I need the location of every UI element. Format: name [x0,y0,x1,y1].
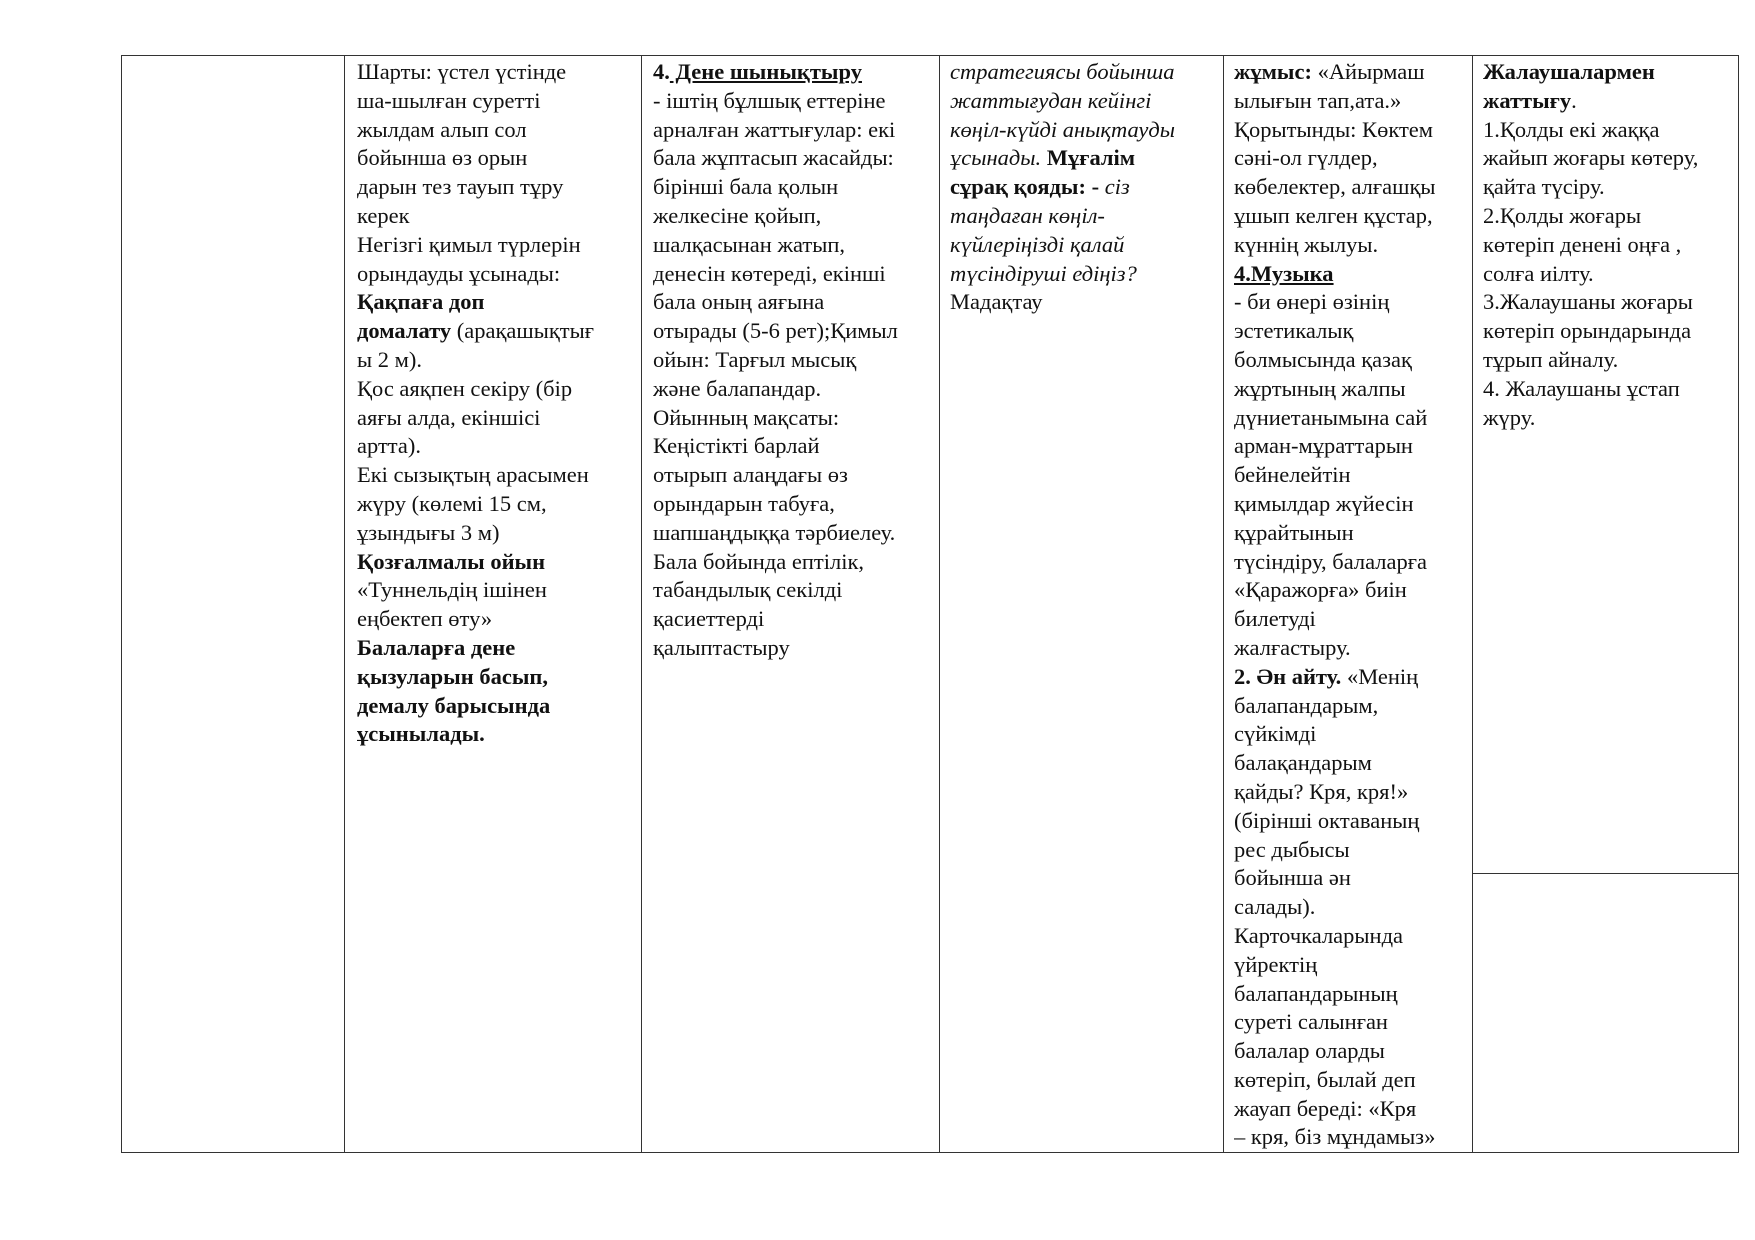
text-line: бейнелейтін [1234,462,1351,488]
text-span: жаттығу [1483,87,1572,113]
text-line: Қақпаға доп [357,289,485,315]
text-line: түсіндіру, балаларға [1234,548,1427,574]
text-line: қимылдар жүйесін [1234,490,1414,516]
text-line: артта). [357,433,421,459]
text-line: таңдаған көңіл- [950,202,1105,228]
text-line: орындауды ұсынады: [357,260,561,286]
text-line: орындарын табуға, [653,490,835,516]
cell-flag-exercise [1483,58,1737,432]
text-line: Негізгі қимыл түрлерін [357,231,581,257]
text-line: 2.Қолды жоғары [1483,202,1642,228]
text-line: ұзындығы 3 м) [357,519,500,545]
text-line [357,317,639,346]
text-line: жайып жоғары көтеру, [1483,145,1699,171]
text-line: рес дыбысы [1234,836,1350,862]
text-span: 4. [653,59,670,84]
text-line: жауап береді: «Кря [1234,1095,1417,1121]
text-line: бойынша өз орын [357,145,528,171]
text-line: ылығын тап,ата.» [1234,87,1402,113]
text-span: домалату [357,318,452,344]
column-divider [344,55,345,1153]
text-line: ұсынылады. [357,721,485,747]
text-line: бірінші бала қолын [653,174,839,200]
text-line: 3.Жалаушаны жоғары [1483,289,1693,315]
text-line: арман-мұраттарын [1234,433,1413,459]
text-span: - [1086,174,1105,200]
text-line: бойынша ән [1234,865,1351,891]
lesson-plan-table [121,55,1739,1153]
text-line: бала оның аяғына [653,289,825,315]
text-line: стратегиясы бойынша [950,59,1175,84]
cell-physical-education [653,58,937,663]
text-line: жүру. [1483,404,1536,430]
text-line: демалу барысында [357,692,551,718]
text-line: болмысында қазақ [1234,346,1412,372]
text-line: көбелектер, алғашқы [1234,174,1436,200]
text-line: билетуді [1234,606,1316,632]
text-line: суреті салынған [1234,1009,1388,1035]
text-line: солға иілту. [1483,260,1594,286]
text-line [950,173,1221,202]
cell-exercises [357,58,639,749]
text-line [950,144,1221,173]
text-line: шапшаңдыққа тәрбиелеу. [653,519,896,545]
text-line: жүру (көлемі 15 см, [357,490,547,516]
column-divider [1472,55,1473,1153]
text-line: көтеріп, былай деп [1234,1066,1416,1092]
text-line: түсіндіруші едіңіз? [950,260,1137,286]
text-line: - би өнері өзінің [1234,289,1390,315]
column-divider [1223,55,1224,1153]
text-line: «Қаражорға» биін [1234,577,1407,603]
text-line: балалар оларды [1234,1038,1385,1064]
text-line: балапандарының [1234,980,1398,1006]
text-line: 4.Музыка [1234,260,1334,286]
text-line: және балапандар. [653,375,822,401]
text-line: жұртының жалпы [1234,375,1406,401]
text-span: Дене шынықтыру [669,59,862,84]
text-line: дарын тез тауып тұру [357,174,564,200]
text-line: дүниетанымына сай [1234,404,1428,430]
text-line: керек [357,202,410,228]
text-line: 1.Қолды екі жаққа [1483,116,1660,142]
text-line [1234,58,1470,87]
column-divider [1738,55,1739,1153]
text-line: Карточкаларында [1234,922,1404,948]
text-span: сұрақ қояды: [950,174,1086,200]
text-line: ойын: Тарғыл мысық [653,346,857,372]
text-line [1234,663,1470,692]
text-line: шалқасынан жатып, [653,231,846,257]
text-line: Мадақтау [950,289,1043,315]
column-divider [121,55,122,1153]
table-top-border [121,55,1739,56]
text-line: жалғастыру. [1234,634,1351,660]
text-line: ы 2 м). [357,346,422,372]
text-line: Кеңістікті барлай [653,433,820,459]
text-line: көтеріп орындарында [1483,318,1692,344]
text-span: . [1571,87,1577,113]
text-line: Қозғалмалы ойын [357,548,546,574]
text-span: «Айырмаш [1311,59,1425,84]
text-line: балақандарым [1234,750,1372,776]
text-line: сүйкімді [1234,721,1317,747]
text-span: (арақашықтығ [451,318,594,344]
text-span: Мұғалім [1041,145,1136,171]
text-line: Балаларға дене [357,634,516,660]
text-line: күйлеріңізді қалай [950,231,1125,257]
text-line: сәні-ол гүлдер, [1234,145,1378,171]
text-line: жаттығудан кейінгі [950,87,1152,113]
text-line: отырып алаңдағы өз [653,462,848,488]
text-line: ша-шылған суретті [357,87,541,113]
text-line: денесін көтереді, екінші [653,260,886,286]
text-line: Қорытынды: Көктем [1234,116,1434,142]
text-line: жылдам алып сол [357,116,527,142]
text-line: еңбектеп өту» [357,606,493,632]
text-line: аяғы алда, екіншісі [357,404,541,430]
text-line: Жалаушалармен [1483,59,1655,84]
text-line: бала жұптасып жасайды: [653,145,894,171]
text-line: қайта түсіру. [1483,174,1605,200]
text-span: сіз [1104,174,1130,200]
text-line: күннің жылуы. [1234,231,1379,257]
text-span: 2. Ән айту. [1234,663,1342,689]
text-line: көңіл-күйді анықтауды [950,116,1175,142]
text-line: қайды? Кря, кря!» [1234,778,1409,804]
text-line [1483,87,1737,116]
text-line: ұшып келген құстар, [1234,202,1433,228]
cell-divider [1472,873,1739,874]
text-line: салады). [1234,894,1316,920]
table-bottom-border [121,1152,1739,1153]
column-divider [939,55,940,1153]
text-span: жұмыс: [1234,59,1312,84]
text-line: қызуларын басып, [357,663,548,689]
text-line: қасиеттерді [653,606,765,632]
text-line: (бірінші октаваның [1234,807,1420,833]
text-span: ұсынады. [950,145,1042,171]
text-line: Екі сызықтың арасымен [357,462,589,488]
cell-music [1234,58,1470,1152]
text-line: 4. Жалаушаны ұстап [1483,375,1680,401]
text-line: отырады (5-6 рет);Қимыл [653,318,898,344]
text-line: «Туннельдің ішінен [357,577,547,603]
text-line: үйректің [1234,951,1318,977]
text-line: Шарты: үстел үстінде [357,59,567,84]
cell-reflection [950,58,1221,317]
text-line [653,58,937,87]
text-line: құрайтынын [1234,519,1354,545]
text-line: – кря, біз мұндамыз» [1234,1124,1436,1150]
text-line: табандылық секілді [653,577,843,603]
text-line: арналған жаттығулар: екі [653,116,896,142]
text-line: желкесіне қойып, [653,202,822,228]
text-line: тұрып айналу. [1483,346,1619,372]
text-span: «Менің [1341,663,1419,689]
text-line: Ойынның мақсаты: [653,404,840,430]
text-line: Бала бойында ептілік, [653,548,865,574]
text-line: Қос аяқпен секіру (бір [357,375,573,401]
text-line: көтеріп денені оңға , [1483,231,1682,257]
text-line: эстетикалық [1234,318,1354,344]
text-line: - іштің бұлшық еттеріне [653,87,886,113]
text-line: қалыптастыру [653,634,790,660]
text-line: балапандарым, [1234,692,1379,718]
column-divider [641,55,642,1153]
